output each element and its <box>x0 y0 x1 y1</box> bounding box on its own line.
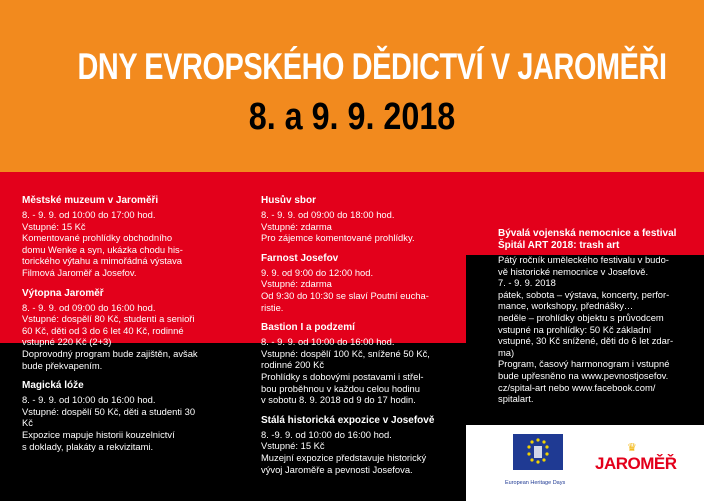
section-line: Vstupné: 15 Kč <box>261 440 325 452</box>
section-line: Vstupné: dospělí 100 Kč, snížené 50 Kč, <box>261 347 430 359</box>
section-bastion <box>261 322 466 406</box>
section-line: 8. -9. 9. od 10:00 do 16:00 hod. <box>261 428 392 440</box>
section-title-line: Špitál ART 2018: trash art <box>498 240 620 251</box>
section-line: torického výtahu a mimořádná výstava <box>22 255 182 267</box>
city-logo: JAROMĚŘ <box>595 454 677 473</box>
section-title: Husův sbor <box>261 195 317 206</box>
section-line: 9. 9. od 9:00 do 12:00 hod. <box>261 266 374 278</box>
section-line: Kč <box>22 417 33 429</box>
section-farnost-josefov <box>261 253 466 313</box>
section-line: mance, workshopy, přednášky… <box>498 300 634 312</box>
section-mestske-muzeum <box>22 195 240 279</box>
section-line: Komentované prohlídky obchodního <box>22 232 173 244</box>
column-right <box>498 228 694 405</box>
section-expozice-josefov <box>261 415 466 475</box>
event-date: 8. a 9. 9. 2018 <box>248 96 456 138</box>
section-title: Farnost Josefov <box>261 252 339 264</box>
section-title: Bastion I a podzemí <box>261 322 355 334</box>
section-title: Městské muzeum v Jaroměři <box>22 195 159 206</box>
section-line: neděle – prohlídky objektu s průvodcem <box>498 311 664 323</box>
section-line: vě historické nemocnice v Josefově. <box>498 265 649 277</box>
column-middle <box>261 195 466 484</box>
section-line: 8. - 9. 9. od 10:00 do 16:00 hod. <box>22 394 156 406</box>
eu-caption: European Heritage Days <box>505 480 566 486</box>
section-title: Magická lóže <box>22 380 84 392</box>
section-line: Od 9:30 do 10:30 se slaví Poutní eucha- <box>261 289 429 301</box>
section-line: 7. - 9. 9. 2018 <box>498 277 556 289</box>
section-line: 8. - 9. 9. od 09:00 do 18:00 hod. <box>261 209 395 220</box>
section-line: Program, časový harmonogram i vstupné <box>498 358 670 370</box>
section-line: vstupné 220 Kč (2+3) <box>22 336 112 348</box>
section-line: Vstupné: dospělí 80 Kč, studenti a senioři <box>22 313 195 325</box>
section-line: 60 Kč, děti od 3 do 6 let 40 Kč, rodinné <box>22 324 184 336</box>
section-title: Stálá historická expozice v Josefově <box>261 414 435 426</box>
section-title-spital <box>498 228 694 252</box>
section-line: vstupné na prohlídky: 50 Kč základní <box>498 323 652 335</box>
section-line: Vstupné: dospělí 50 Kč, děti a studenti 30 <box>22 405 196 417</box>
section-line: Prohlídky s dobovými postavami i střel- <box>261 370 424 382</box>
column-left <box>22 195 240 461</box>
section-title-line: Bývalá vojenská nemocnice a festival <box>498 228 677 239</box>
section-line: pátek, sobota – výstava, koncerty, perfor- <box>498 288 670 300</box>
section-line: Muzejní expozice představuje historický <box>261 451 427 463</box>
section-magicka-loze <box>22 380 240 452</box>
section-line: Filmová Jaroměř a Josefov. <box>22 266 137 278</box>
section-line: 8. - 9. 9. od 10:00 do 17:00 hod. <box>22 209 156 220</box>
section-line: vývoj Jaroměře a pevnosti Josefova. <box>261 463 413 475</box>
section-line: 8. - 9. 9. od 09:00 do 16:00 hod. <box>22 301 156 313</box>
section-line: rodinné 200 Kč <box>261 359 325 371</box>
section-line: s doklady, plakáty a rekvizitami. <box>22 440 154 452</box>
section-line: bude překvapením. <box>22 359 103 371</box>
section-line: domu Wenke a syn, ukázka chodu his- <box>22 243 183 255</box>
section-line: vstupné, 30 Kč snížené, děti do 6 let zdar- <box>498 335 674 347</box>
section-line: ristie. <box>261 301 284 313</box>
page-title: DNY EVROPSKÉHO DĚDICTVÍ V JAROMĚŘI <box>77 46 667 87</box>
section-line: Pátý ročník uměleckého festivalu v budo- <box>498 254 669 265</box>
section-husuv-sbor <box>261 195 466 244</box>
section-line: 8. - 9. 9. od 10:00 do 16:00 hod. <box>261 336 395 348</box>
section-vytopna <box>22 288 240 372</box>
section-line: Vstupné: 15 Kč <box>22 220 86 232</box>
section-line: Expozice mapuje historii kouzelnictví <box>22 428 175 440</box>
section-title: Výtopna Jaroměř <box>22 287 104 299</box>
section-line: spitalart. <box>498 393 534 405</box>
crown-icon: ♛ <box>627 442 637 454</box>
section-line: Doprovodný program bude zajištěn, avšak <box>22 347 198 359</box>
eu-stars-icon <box>513 434 563 470</box>
section-line: Vstupné: zdarma <box>261 278 332 290</box>
section-line: bou proběhnou v každou celou hodinu <box>261 382 420 394</box>
section-line: cz/spital-art nebo www.facebook.com/ <box>498 381 656 393</box>
section-line: Pro zájemce komentované prohlídky. <box>261 232 415 244</box>
section-line: bude upřesněno na www.pevnostjosefov. <box>498 369 669 381</box>
eu-heritage-logo <box>513 434 563 470</box>
section-line: v sobotu 8. 9. 2018 od 9 do 17 hodin. <box>261 394 416 406</box>
section-line: ma) <box>498 346 515 358</box>
section-line: Vstupné: zdarma <box>261 220 332 232</box>
